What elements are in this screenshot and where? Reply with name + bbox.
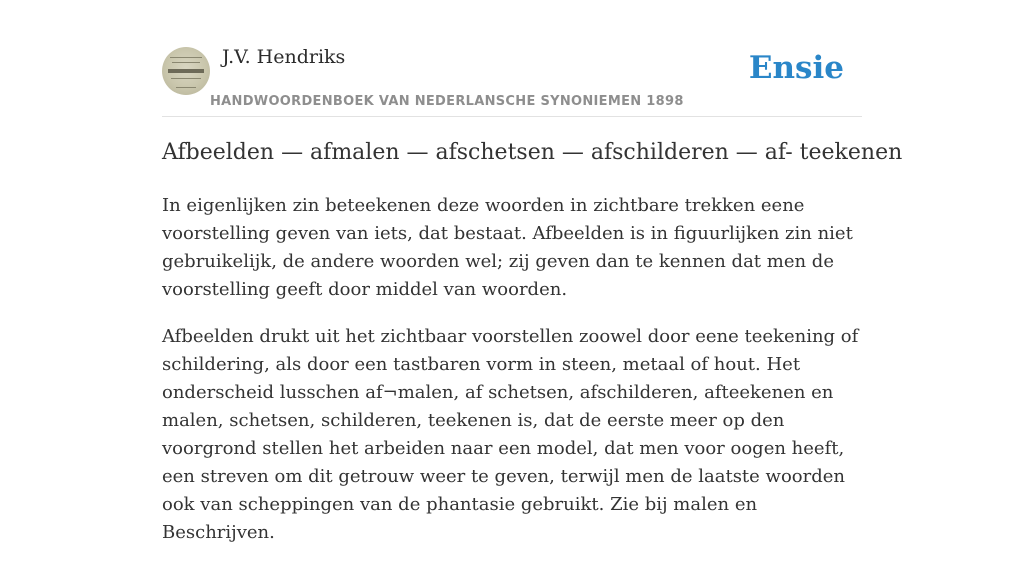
- cover-line: [176, 87, 196, 88]
- cover-line: [172, 62, 200, 63]
- ensie-logo[interactable]: Ensie: [748, 50, 844, 86]
- author-name[interactable]: J.V. Hendriks: [222, 46, 346, 68]
- source-title[interactable]: HANDWOORDENBOEK VAN NEDERLANSCHE SYNONIEMEN 1898: [210, 94, 684, 109]
- article-paragraph: Afbeelden drukt uit het zichtbaar voorstellen zoowel door eene teekening of schildering, als door een tastbaren vorm in steen, metaal of hout. Het onderscheid lusschen af¬malen, af schetsen, afschilderen, afteekenen en malen, schetsen, schilderen, teekenen is, dat de eerste meer op den voorgrond stellen het arbeiden naar een model, dat men voor oogen heeft, een streven om dit getrouw weer te geven, terwijl men de laatste woorden ook van scheppingen van de phantasie gebruikt. Zie bij malen en Beschrijven.: [162, 326, 859, 543]
- cover-line: [170, 57, 202, 58]
- article-title: Afbeelden — afmalen — afschetsen — afschilderen — af- teekenen: [162, 140, 903, 165]
- article-header: [162, 46, 862, 117]
- cover-band: [168, 69, 204, 73]
- cover-line: [171, 78, 201, 79]
- source-book-cover-avatar[interactable]: [162, 47, 210, 95]
- article-paragraph: In eigenlijken zin beteekenen deze woorden in zichtbare trekken eene voorstelling geven van iets, dat bestaat. Afbeelden is in figuurlijken zin niet gebruikelijk, de andere woorden wel; zij geven dan te kennen dat men de voorstelling geeft door middel van woorden.: [162, 195, 853, 300]
- article-body: [162, 192, 862, 566]
